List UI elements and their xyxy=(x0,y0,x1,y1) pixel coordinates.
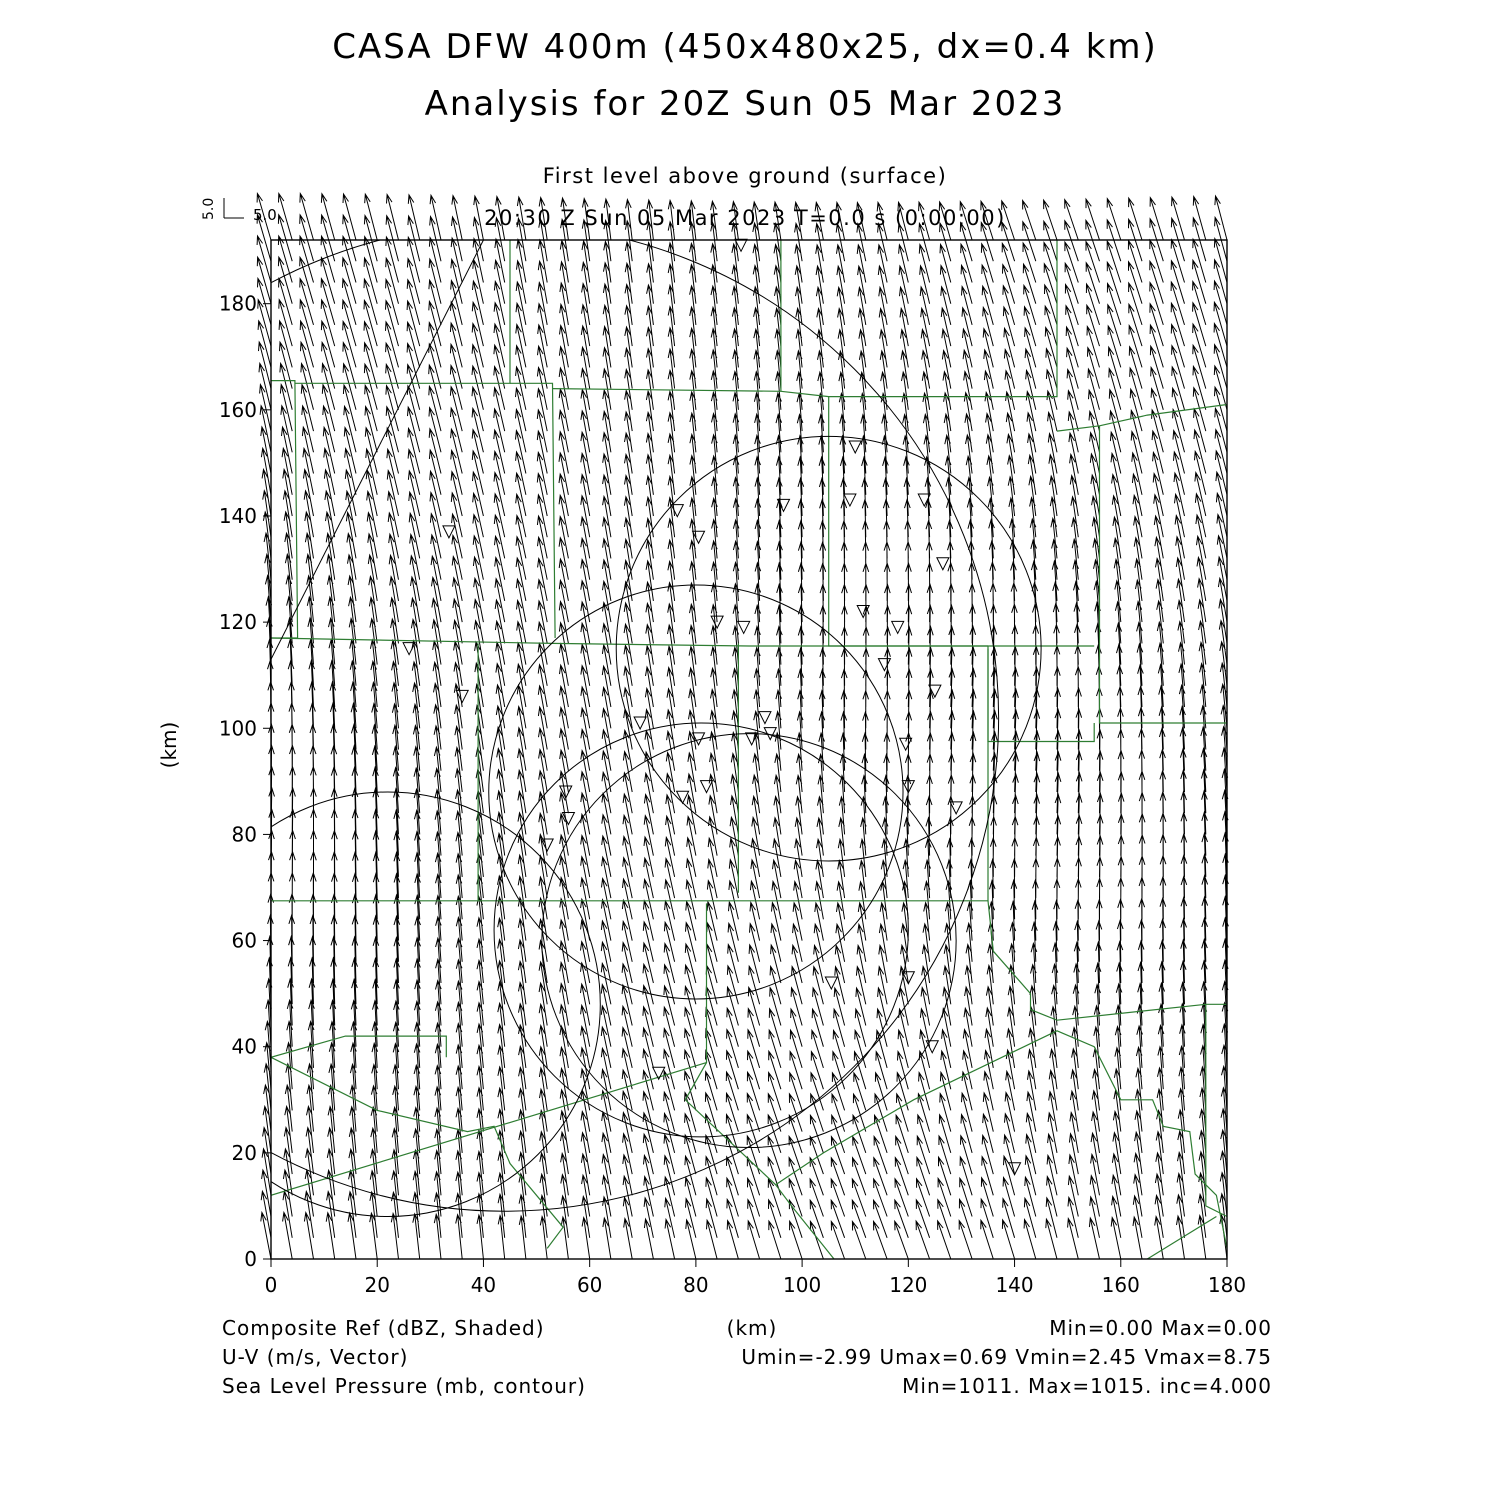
footer-field-3: Sea Level Pressure (mb, contour) xyxy=(222,1374,586,1398)
pressure-contour xyxy=(11,224,999,1211)
y-axis-label: (km) xyxy=(157,721,181,769)
station-marker xyxy=(878,659,890,671)
level-label: First level above ground (surface) xyxy=(542,164,948,188)
wind-vectors xyxy=(257,194,1228,1260)
footer-field-2: U-V (m/s, Vector) xyxy=(222,1345,409,1369)
county-border xyxy=(1100,426,1228,723)
vector-key-v-label: 5.0 xyxy=(201,197,217,220)
station-marker xyxy=(926,1041,938,1053)
county-borders xyxy=(271,240,1227,1259)
station-marker xyxy=(562,812,574,824)
station-marker xyxy=(857,606,869,618)
county-border xyxy=(988,901,1227,1020)
y-tick-label: 0 xyxy=(244,1247,257,1271)
footer-stats-1: Min=0.00 Max=0.00 xyxy=(1049,1316,1272,1340)
x-tick-label: 20 xyxy=(364,1273,390,1297)
footer-stats-3: Min=1011. Max=1015. inc=4.000 xyxy=(902,1374,1272,1398)
x-tick-label: 180 xyxy=(1207,1273,1247,1297)
y-tick-label: 120 xyxy=(218,610,257,635)
y-tick-label: 180 xyxy=(218,291,257,316)
vector-key-arrow xyxy=(224,198,244,218)
county-border xyxy=(271,1036,446,1057)
x-tick-label: 100 xyxy=(783,1273,822,1297)
footer-stats-2: Umin=-2.99 Umax=0.69 Vmin=2.45 Vmax=8.75 xyxy=(741,1345,1272,1369)
station-marker xyxy=(825,977,837,989)
station-marker xyxy=(677,791,689,803)
plot-frame xyxy=(271,240,1227,1259)
y-tick-label: 60 xyxy=(231,928,257,953)
vector-key-u-label: 5.0 xyxy=(253,206,277,224)
x-tick-label: 80 xyxy=(683,1273,709,1297)
y-tick-label: 40 xyxy=(231,1034,257,1059)
time-label: 20:30 Z Sun 05 Mar 2023 T=0.0 s (0:00:00) xyxy=(484,206,1006,230)
x-tick-label: 120 xyxy=(889,1273,928,1297)
station-marker xyxy=(900,738,912,750)
x-tick-label: 140 xyxy=(995,1273,1034,1297)
station-marker xyxy=(701,781,713,793)
y-tick-label: 140 xyxy=(218,503,257,528)
x-axis-label: (km) xyxy=(726,1316,778,1340)
y-tick-label: 100 xyxy=(218,716,257,741)
station-marker xyxy=(937,558,949,570)
footer-field-1: Composite Ref (dBZ, Shaded) xyxy=(222,1316,545,1340)
title-line-1: CASA DFW 400m (450x480x25, dx=0.4 km) xyxy=(332,27,1158,67)
county-border xyxy=(685,1031,1227,1249)
y-tick-label: 160 xyxy=(218,397,257,422)
x-tick-label: 40 xyxy=(470,1273,497,1297)
y-tick-label: 20 xyxy=(231,1140,257,1165)
title-line-2: Analysis for 20Z Sun 05 Mar 2023 xyxy=(424,84,1066,124)
county-border xyxy=(510,383,555,638)
x-tick-label: 160 xyxy=(1101,1273,1140,1297)
axis-ticks xyxy=(219,292,1246,1297)
county-border xyxy=(776,1185,834,1259)
station-marker xyxy=(738,621,750,633)
x-tick-label: 0 xyxy=(264,1273,278,1297)
station-marker xyxy=(759,712,771,724)
station-marker xyxy=(634,717,646,729)
y-tick-label: 80 xyxy=(231,822,257,847)
x-tick-label: 60 xyxy=(576,1273,603,1297)
station-marker xyxy=(892,621,904,633)
station-marker xyxy=(849,441,861,453)
county-border xyxy=(271,638,988,646)
station-marker xyxy=(950,802,962,814)
county-border xyxy=(271,903,707,1195)
wind-vector-arrows xyxy=(257,194,1228,1260)
